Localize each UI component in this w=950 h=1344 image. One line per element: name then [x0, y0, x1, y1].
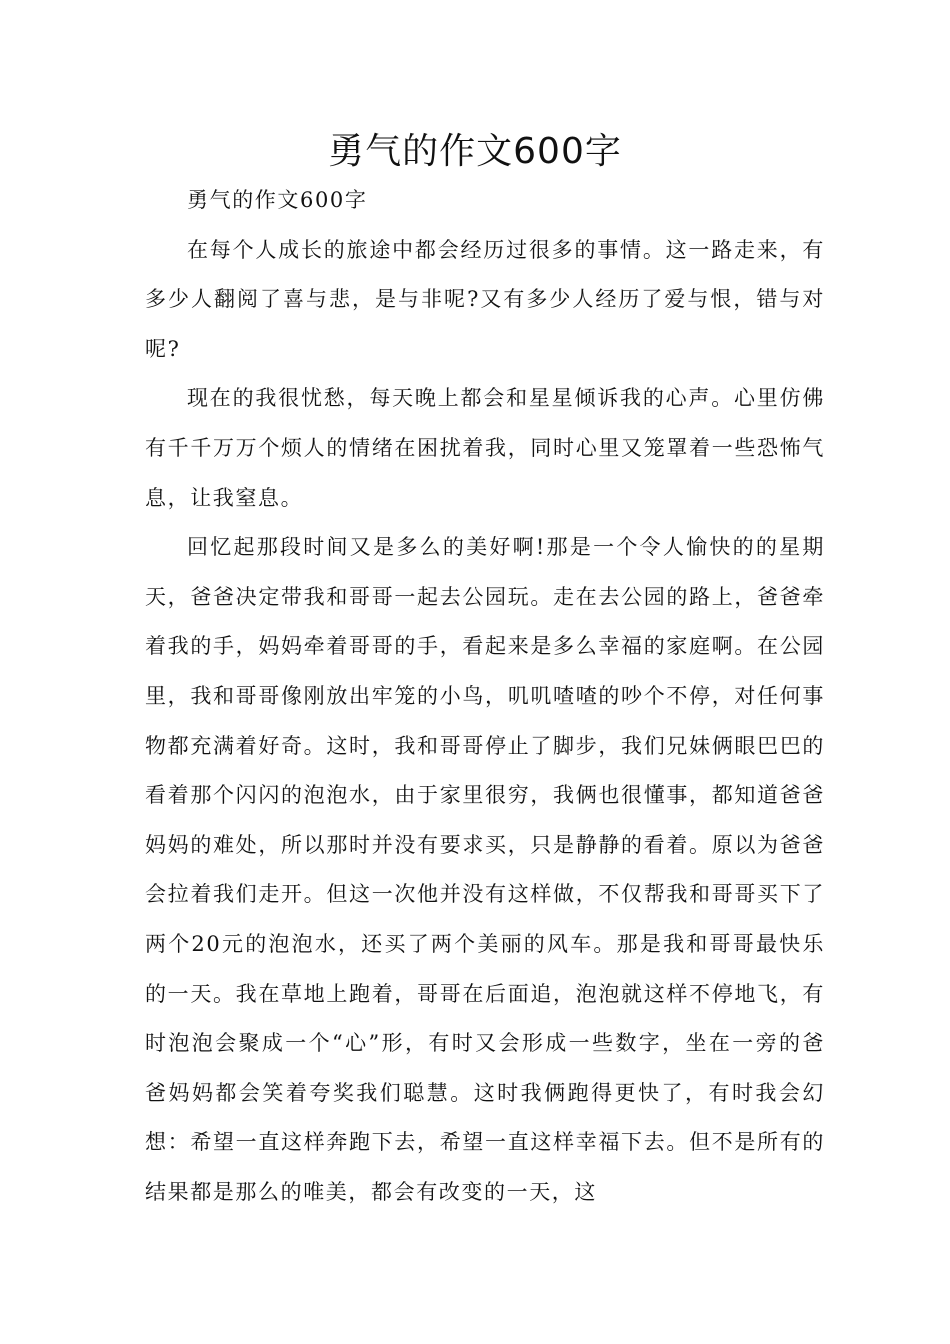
paragraph-1: 在每个人成长的旅途中都会经历过很多的事情。这一路走来，有多少人翻阅了喜与悲，是与非呢?又有多少人经历了爱与恨，错与对呢? — [145, 237, 825, 361]
paragraph-2: 现在的我很忧愁，每天晚上都会和星星倾诉我的心声。心里仿佛有千千万万个烦人的情绪在困扰着我，同时心里又笼罩着一些恐怖气息，让我窒息。 — [145, 386, 825, 510]
subtitle-paragraph: 勇气的作文600字 — [187, 188, 368, 212]
document-title: 勇气的作文600字 — [328, 131, 622, 172]
paragraph-3: 回忆起那段时间又是多么的美好啊!那是一个令人愉快的的星期天，爸爸决定带我和哥哥一起去公园玩。走在去公园的路上，爸爸牵着我的手，妈妈牵着哥哥的手，看起来是多么幸福的家庭啊。在公园里，我和哥哥像刚放出牢笼的小鸟，叽叽喳喳的吵个不停，对任何事物都充满着好奇。这时，我和哥哥停止了脚步，我们兄妹俩眼巴巴的看着那个闪闪的泡泡水，由于家里很穷，我俩也很懂事，都知道爸爸妈妈的难处，所以那时并没有要求买，只是静静的看着。原以为爸爸会拉着我们走开。但这一次他并没有这样做，不仅帮我和哥哥买下了两个20元的泡泡水，还买了两个美丽的风车。那是我和哥哥最快乐的一天。我在草地上跑着，哥哥在后面追，泡泡就这样不停地飞，有时泡泡会聚成一个“心”形，有时又会形成一些数字，坐在一旁的爸爸妈妈都会笑着夸奖我们聪慧。这时我俩跑得更快了，有时我会幻想：希望一直这样奔跑下去，希望一直这样幸福下去。但不是所有的结果都是那么的唯美，都会有改变的一天，这 — [145, 535, 825, 1204]
document-body — [145, 176, 825, 1217]
